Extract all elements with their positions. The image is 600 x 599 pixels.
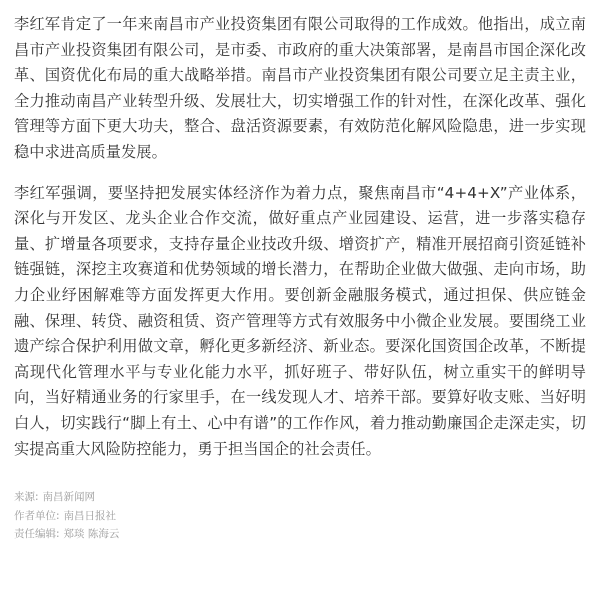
editor-label: 责任编辑:	[14, 528, 60, 541]
source-label: 来源:	[14, 491, 39, 504]
article-paragraph-1: 李红军肯定了一年来南昌市产业投资集团有限公司取得的工作成效。他指出，成立南昌市产业投资集团有限公司，是市委、市政府的重大决策部署，是南昌市国企深化改革、国资优化布局的重大战略举措。南昌市产业投资集团有限公司要立足主责主业，全力推动南昌产业转型升级、发展壮大，切实增强工作的针对性，在深化改革、强化管理等方面下更大功夫，整合、盘活资源要素，有效防范化解风险隐患，进一步实现稳中求进高质量发展。	[14, 15, 586, 161]
article-paragraph-2: 李红军强调，要坚持把发展实体经济作为着力点，聚焦南昌市“4+4+X”产业体系，深化与开发区、龙头企业合作交流，做好重点产业园建设、运营，进一步落实稳存量、扩增量各项要求，支持存量企业技改升级、增资扩产，精准开展招商引资延链补链强链，深挖主攻赛道和优势领域的增长潜力，在帮助企业做大做强、走向市场，助力企业纾困解难等方面发挥更大作用。要创新金融服务模式，通过担保、供应链金融、保理、转贷、融资租赁、资产管理等方式有效服务中小微企业发展。要围绕工业遗产综合保护利用做文章，孵化更多新经济、新业态。要深化国资国企改革，不断提高现代化管理水平与专业化能力水平，抓好班子、带好队伍，树立重实干的鲜明导向，当好精通业务的行家里手，在一线发现人才、培养干部。要算好收支账、当好明白人，切实践行“脚上有土、心中有谱”的工作作风，着力推动勤廉国企走深走实，切实提高重大风险防控能力，勇于担当国企的社会责任。	[14, 183, 586, 458]
author-row	[14, 507, 586, 526]
source-value: 南昌新闻网	[42, 491, 96, 504]
article-meta	[14, 488, 586, 544]
editor-row	[14, 525, 586, 544]
editor-value: 郑琰 陈海云	[63, 528, 120, 541]
author-label: 作者单位:	[14, 509, 60, 522]
author-value: 南昌日报社	[63, 509, 117, 522]
source-row	[14, 488, 586, 507]
